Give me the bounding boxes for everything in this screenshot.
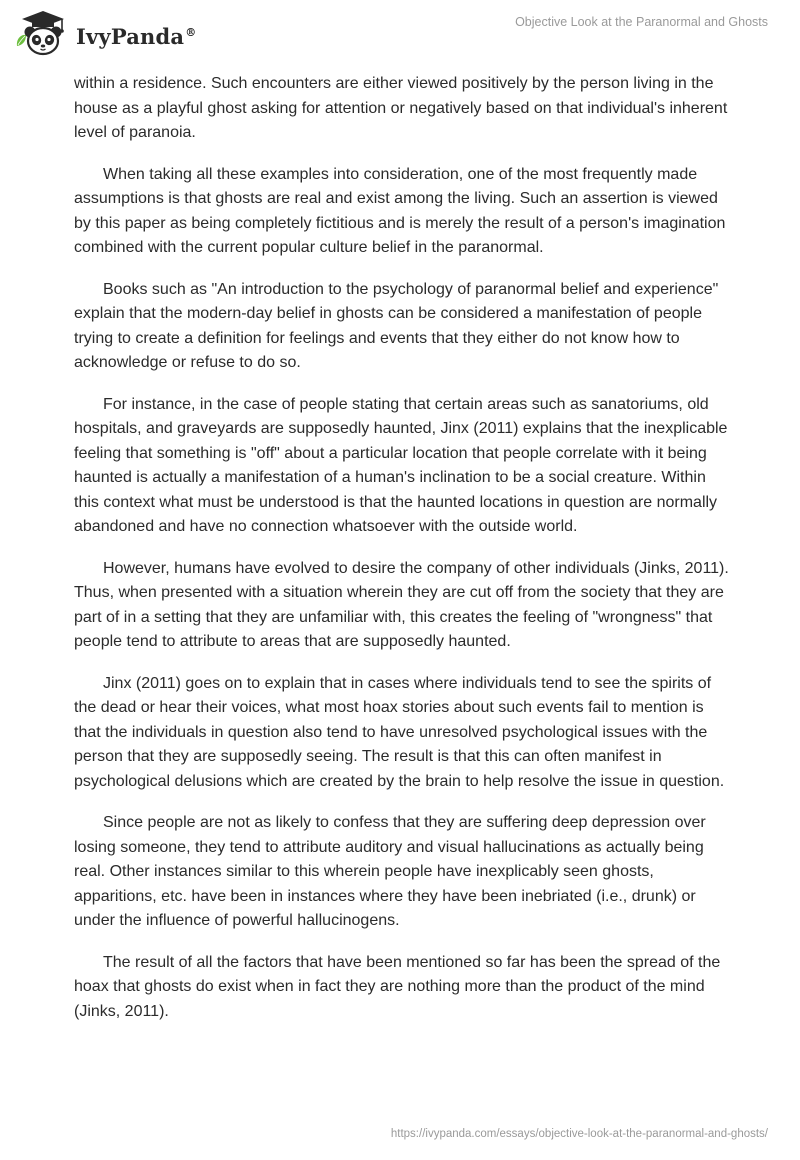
- document-title: Objective Look at the Paranormal and Ghosts: [515, 15, 768, 29]
- panda-graduate-icon: [14, 8, 72, 58]
- source-url[interactable]: https://ivypanda.com/essays/objective-look-at-the-paranormal-and-ghosts/: [390, 1128, 768, 1140]
- essay-body: [74, 72, 734, 1041]
- registered-mark: ®: [185, 25, 197, 39]
- page-header: [0, 0, 800, 70]
- paragraph-2: When taking all these examples into consideration, one of the most frequently made assumptions is that ghosts are real and exist among the living. Such an assertion is viewed by this paper as being completely fictitious and is merely the result of a person's imagination combined with the current popular culture belief in the paranormal.: [74, 165, 726, 256]
- paragraph-7: Since people are not as likely to confess that they are suffering deep depression over losing someone, they tend to attribute auditory and visual hallucinations as actually being real. Other instances similar to this wherein people have inexplicably seen ghosts, apparitions, etc. have been in instances where they have been inebriated (i.e., drunk) or under the influence of powerful hallucinogens.: [74, 814, 706, 929]
- ivypanda-logo[interactable]: [14, 8, 196, 58]
- paragraph-6: Jinx (2011) goes on to explain that in cases where individuals tend to see the spirits of the dead or hear their voices, what most hoax stories about such events fail to mention is that the individuals in question also tend to have unresolved psychological issues with the person that they are supposedly seeing. The result is that this can often manifest in psychological delusions which are created by the brain to help resolve the issue in question.: [74, 674, 725, 790]
- paragraph-4: For instance, in the case of people stating that certain areas such as sanatoriums, old hospitals, and graveyards are supposedly haunted, Jinx (2011) explains that the inexplicable feeling that something is "off" about a particular location that people correlate with it being haunted is actually a manifestation of a human's inclination to be a social creature. Within this context what must be understood is that the haunted locations in question are normally abandoned and have no connection whatsoever with the outside world.: [74, 395, 728, 535]
- paragraph-5: However, humans have evolved to desire the company of other individuals (Jinks, 2011). Thus, when presented with a situation wherein they are cut off from the society that they are part of in a setting that they are unfamiliar with, this creates the feeling of "wrongness" that people tend to attribute to areas that are supposedly haunted.: [74, 559, 729, 650]
- paragraph-3: Books such as "An introduction to the psychology of paranormal belief and experience" explain that the modern-day belief in ghosts can be considered a manifestation of people trying to create a definition for feelings and events that they either do not know how to acknowledge or refuse to do so.: [74, 280, 719, 371]
- paragraph-8: The result of all the factors that have been mentioned so far has been the spread of the hoax that ghosts do exist when in fact they are nothing more than the product of the mind (Jinks, 2011).: [74, 953, 721, 1020]
- brand-name: IvyPanda®: [76, 23, 197, 49]
- paragraph-1: within a residence. Such encounters are either viewed positively by the person living in the house as a playful ghost asking for attention or negatively based on that individual's inherent level of paranoia.: [74, 75, 728, 141]
